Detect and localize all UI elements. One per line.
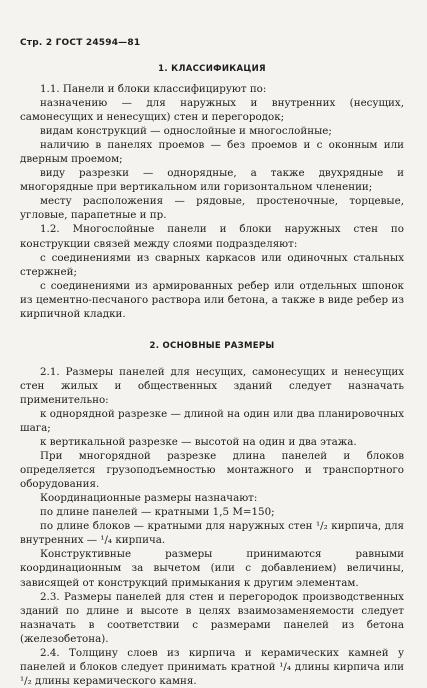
paragraph: к однорядной разрезке — длиной на один или два планировочных шага; — [20, 407, 404, 434]
paragraph: Координационные размеры назначают: — [40, 492, 258, 505]
page-content — [20, 64, 404, 688]
paragraph: назначению — для наружных и внутренних (несущих, самонесущих и ненесущих) стен и перегородок; — [20, 97, 404, 124]
section-heading-classification: 1. КЛАССИФИКАЦИЯ — [158, 64, 266, 74]
paragraph: видам конструкций — однослойные и многослойные; — [40, 125, 332, 138]
paragraph: по длине панелей — кратными 1,5 М=150; — [40, 506, 275, 519]
paragraph: по длине блоков — кратными для наружных стен ¹/₂ кирпича, для внутренних — ¹/₄ кирпича. — [20, 520, 404, 547]
paragraph: 2.4. Толщину слоев из кирпича и керамических камней у панелей и блоков следует принимать кратной ¹/₄ длины кирпича или ¹/₂ длины керамического камня. — [20, 646, 404, 687]
paragraph: Конструктивные размеры принимаются равными координационным за вычетом (или с добавлением) величины, зависящей от конструкций примыкания к другим элементам. — [20, 548, 404, 589]
paragraph: наличию в панелях проемов — без проемов и с оконным или дверным проемом; — [20, 139, 404, 166]
paragraph: 1.2. Многослойные панели и блоки наружных стен по конструкции связей между слоями подразделяют: — [20, 223, 404, 250]
paragraph: 2.3. Размеры панелей для стен и перегородок производственных зданий по длине и высоте в целях взаимозаменяемости следует назначать в соответствии с размерами панелей из бетона (железобетона). — [20, 590, 404, 645]
paragraph: с соединениями из сварных каркасов или одиночных стальных стержней; — [20, 251, 404, 278]
paragraph: 1.1. Панели и блоки классифицируют по: — [40, 83, 267, 95]
paragraph: виду разрезки — однорядные, а также двухрядные и многорядные при вертикальном или горизонтальном членении; — [20, 167, 404, 194]
paragraph: к вертикальной разрезке — высотой на один и два этажа. — [40, 436, 357, 449]
paragraph: с соединениями из армированных ребер или отдельных шпонок из цементно-песчаного раствора или бетона, а также в виде ребер из кирпичной кладки. — [20, 279, 404, 320]
paragraph: месту расположения — рядовые, простеночные, торцевые, угловые, парапетные и пр. — [20, 195, 404, 222]
section-heading-main-dimensions: 2. ОСНОВНЫЕ РАЗМЕРЫ — [149, 340, 275, 351]
page-header: Стр. 2 ГОСТ 24594—81 — [20, 38, 141, 48]
paragraph: 2.1. Размеры панелей для несущих, самонесущих и ненесущих стен жилых и общественных зданий следует назначать применительно: — [20, 365, 404, 406]
paragraph: При многорядной разрезке длина панелей и блоков определяется грузоподъемностью монтажного и транспортного оборудования. — [20, 450, 404, 491]
